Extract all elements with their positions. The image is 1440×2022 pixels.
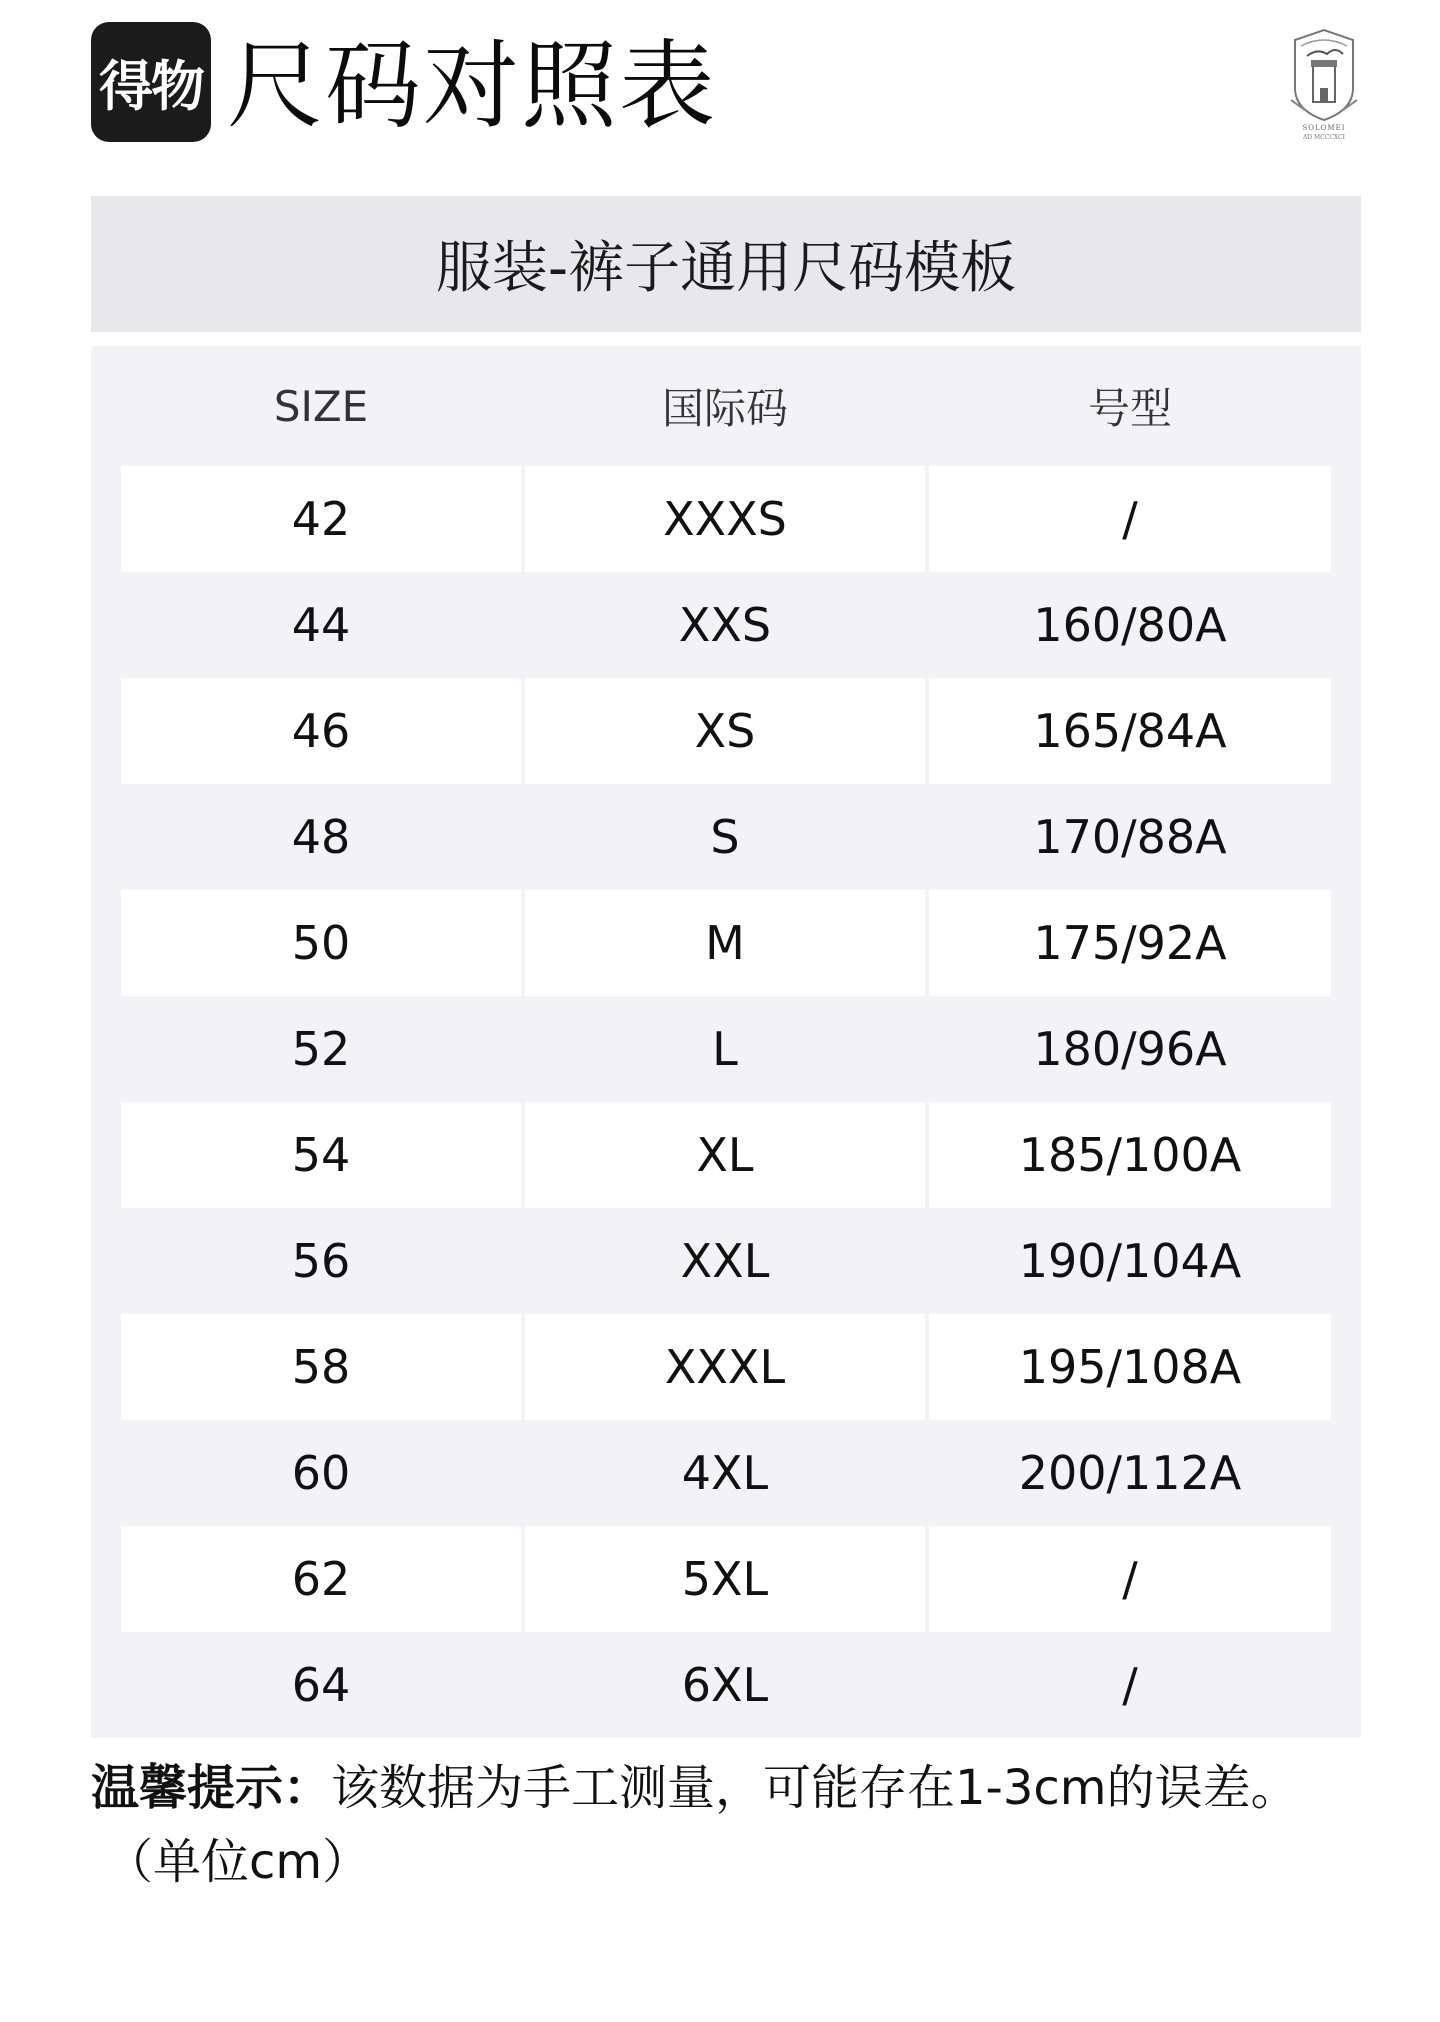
size-table — [91, 346, 1361, 1738]
table-row — [121, 678, 1331, 784]
cell-size: 42 — [121, 466, 521, 572]
table-row — [121, 1420, 1331, 1526]
table-row — [121, 1314, 1331, 1420]
table-row — [121, 890, 1331, 996]
cell-body-type: 180/96A — [1033, 1022, 1227, 1076]
brand-logo — [1287, 26, 1361, 142]
cell-international-size: S — [710, 810, 740, 864]
cell-size: 54 — [121, 1102, 521, 1208]
cell-body-type: / — [929, 1526, 1331, 1632]
cell-international-size: 5XL — [525, 1526, 925, 1632]
app-logo-badge: 得物 — [91, 22, 211, 142]
cell-size: 48 — [291, 810, 351, 864]
column-header-international-size: 国际码 — [661, 384, 788, 433]
note-unit: （单位cm） — [105, 1834, 371, 1890]
cell-body-type: 170/88A — [1033, 810, 1227, 864]
cell-size: 58 — [121, 1314, 521, 1420]
table-row — [121, 572, 1331, 678]
cell-size: 56 — [291, 1234, 351, 1288]
page-header — [91, 22, 1361, 142]
table-row — [121, 1632, 1331, 1738]
cell-body-type: 190/104A — [1018, 1234, 1242, 1288]
cell-body-type: / — [1122, 1658, 1138, 1712]
cell-international-size: M — [525, 890, 925, 996]
svg-text:AD MCCCXCI: AD MCCCXCI — [1302, 134, 1346, 141]
table-row — [121, 1208, 1331, 1314]
cell-size: 64 — [291, 1658, 351, 1712]
section-title-bar — [91, 196, 1361, 332]
cell-international-size: XXL — [680, 1234, 770, 1288]
cell-size: 46 — [121, 678, 521, 784]
cell-size: 44 — [291, 598, 351, 652]
cell-international-size: 4XL — [681, 1446, 769, 1500]
column-header-body-type: 号型 — [1087, 384, 1172, 433]
cell-size: 60 — [291, 1446, 351, 1500]
table-row — [121, 784, 1331, 890]
cell-size: 62 — [121, 1526, 521, 1632]
brand-crest-icon — [1287, 26, 1361, 142]
cell-body-type: 185/100A — [929, 1102, 1331, 1208]
note-text: 该数据为手工测量，可能存在1-3cm的误差。 — [331, 1760, 1299, 1816]
cell-international-size: XXXL — [525, 1314, 925, 1420]
cell-international-size: XXS — [678, 598, 772, 652]
section-title: 服装-裤子通用尺码模板 — [435, 236, 1017, 301]
svg-text:SOLOMEI: SOLOMEI — [1302, 124, 1346, 132]
cell-body-type: 200/112A — [1018, 1446, 1242, 1500]
cell-body-type: 175/92A — [929, 890, 1331, 996]
measurement-note — [91, 1752, 1381, 1890]
cell-size: 52 — [291, 1022, 351, 1076]
page-title: 尺码对照表 — [227, 30, 717, 142]
table-row — [121, 996, 1331, 1102]
table-body — [121, 466, 1331, 1738]
cell-body-type: 165/84A — [929, 678, 1331, 784]
cell-international-size: L — [712, 1022, 738, 1076]
table-row — [121, 466, 1331, 572]
cell-body-type: 160/80A — [1033, 598, 1227, 652]
cell-international-size: 6XL — [681, 1658, 769, 1712]
cell-body-type: / — [929, 466, 1331, 572]
column-header-size: SIZE — [273, 381, 369, 431]
table-row — [121, 1526, 1331, 1632]
note-label: 温馨提示： — [91, 1760, 332, 1816]
table-row — [121, 1102, 1331, 1208]
cell-international-size: XXXS — [525, 466, 925, 572]
cell-international-size: XS — [525, 678, 925, 784]
cell-size: 50 — [121, 890, 521, 996]
cell-international-size: XL — [525, 1102, 925, 1208]
cell-body-type: 195/108A — [929, 1314, 1331, 1420]
